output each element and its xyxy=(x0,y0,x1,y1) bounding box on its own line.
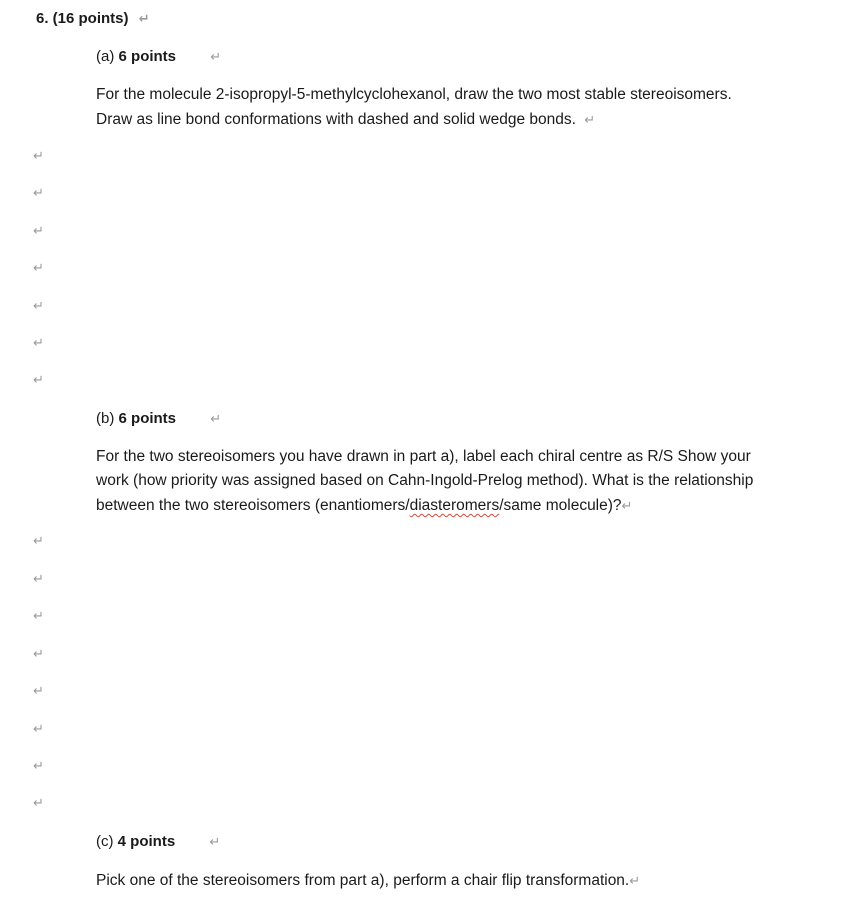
part-b-line-3-pre: between the two stereoisomers (enantiomers/ xyxy=(96,497,410,514)
paragraph-mark-icon: ↵ xyxy=(584,113,596,128)
empty-paragraph-mark-icon: ↵ xyxy=(33,722,44,737)
empty-paragraph-mark-icon: ↵ xyxy=(33,759,44,774)
empty-paragraph-mark-icon: ↵ xyxy=(33,647,44,662)
empty-paragraph-mark-icon: ↵ xyxy=(33,684,44,699)
empty-paragraph-mark-icon: ↵ xyxy=(33,373,44,388)
part-a-line-2 xyxy=(96,108,595,134)
paragraph-mark-icon: ↵ xyxy=(138,12,150,27)
empty-paragraph-mark-icon: ↵ xyxy=(33,796,44,811)
part-a-line-1: For the molecule 2-isopropyl-5-methylcyclohexanol, draw the two most stable stereoisomers. xyxy=(96,86,732,103)
paragraph-mark-icon: ↵ xyxy=(210,50,222,65)
part-b-line-3 xyxy=(96,494,632,520)
part-c-line xyxy=(96,869,640,895)
empty-paragraph-mark-icon: ↵ xyxy=(33,609,44,624)
part-c-points: 4 points xyxy=(117,833,176,850)
part-a-title xyxy=(96,48,221,65)
paragraph-mark-icon: ↵ xyxy=(210,412,222,427)
part-a-points: 6 points xyxy=(118,48,177,65)
empty-paragraph-mark-icon: ↵ xyxy=(33,261,44,276)
part-b-line-1: For the two stereoisomers you have drawn in part a), label each chiral centre as R/S Show your xyxy=(96,448,751,465)
empty-paragraph-mark-icon: ↵ xyxy=(33,186,44,201)
part-b-title xyxy=(96,410,221,427)
part-c-title xyxy=(96,833,220,850)
empty-paragraph-mark-icon: ↵ xyxy=(33,572,44,587)
paragraph-mark-icon: ↵ xyxy=(621,499,633,514)
paragraph-mark-icon: ↵ xyxy=(209,835,221,850)
spelling-error-word[interactable]: diasteromers xyxy=(409,497,500,514)
part-a-line-2-text: Draw as line bond conformations with dashed and solid wedge bonds. xyxy=(96,111,576,128)
part-b-line-3-post: /same molecule)? xyxy=(499,497,622,514)
empty-paragraph-mark-icon: ↵ xyxy=(33,534,44,549)
part-a-label: (a) xyxy=(96,48,115,65)
empty-paragraph-mark-icon: ↵ xyxy=(33,224,44,239)
question-title-text: 6. (16 points) xyxy=(36,10,129,27)
question-title xyxy=(36,10,150,27)
empty-paragraph-mark-icon: ↵ xyxy=(33,149,44,164)
part-c-label: (c) xyxy=(96,833,114,850)
part-b-line-2: work (how priority was assigned based on Cahn-Ingold-Prelog method). What is the relationship xyxy=(96,472,754,489)
paragraph-mark-icon: ↵ xyxy=(629,874,641,889)
part-b-label: (b) xyxy=(96,410,115,427)
part-c-line-text: Pick one of the stereoisomers from part a), perform a chair flip transformation. xyxy=(96,872,630,889)
empty-paragraph-mark-icon: ↵ xyxy=(33,299,44,314)
part-b-points: 6 points xyxy=(118,410,177,427)
empty-paragraph-mark-icon: ↵ xyxy=(33,336,44,351)
